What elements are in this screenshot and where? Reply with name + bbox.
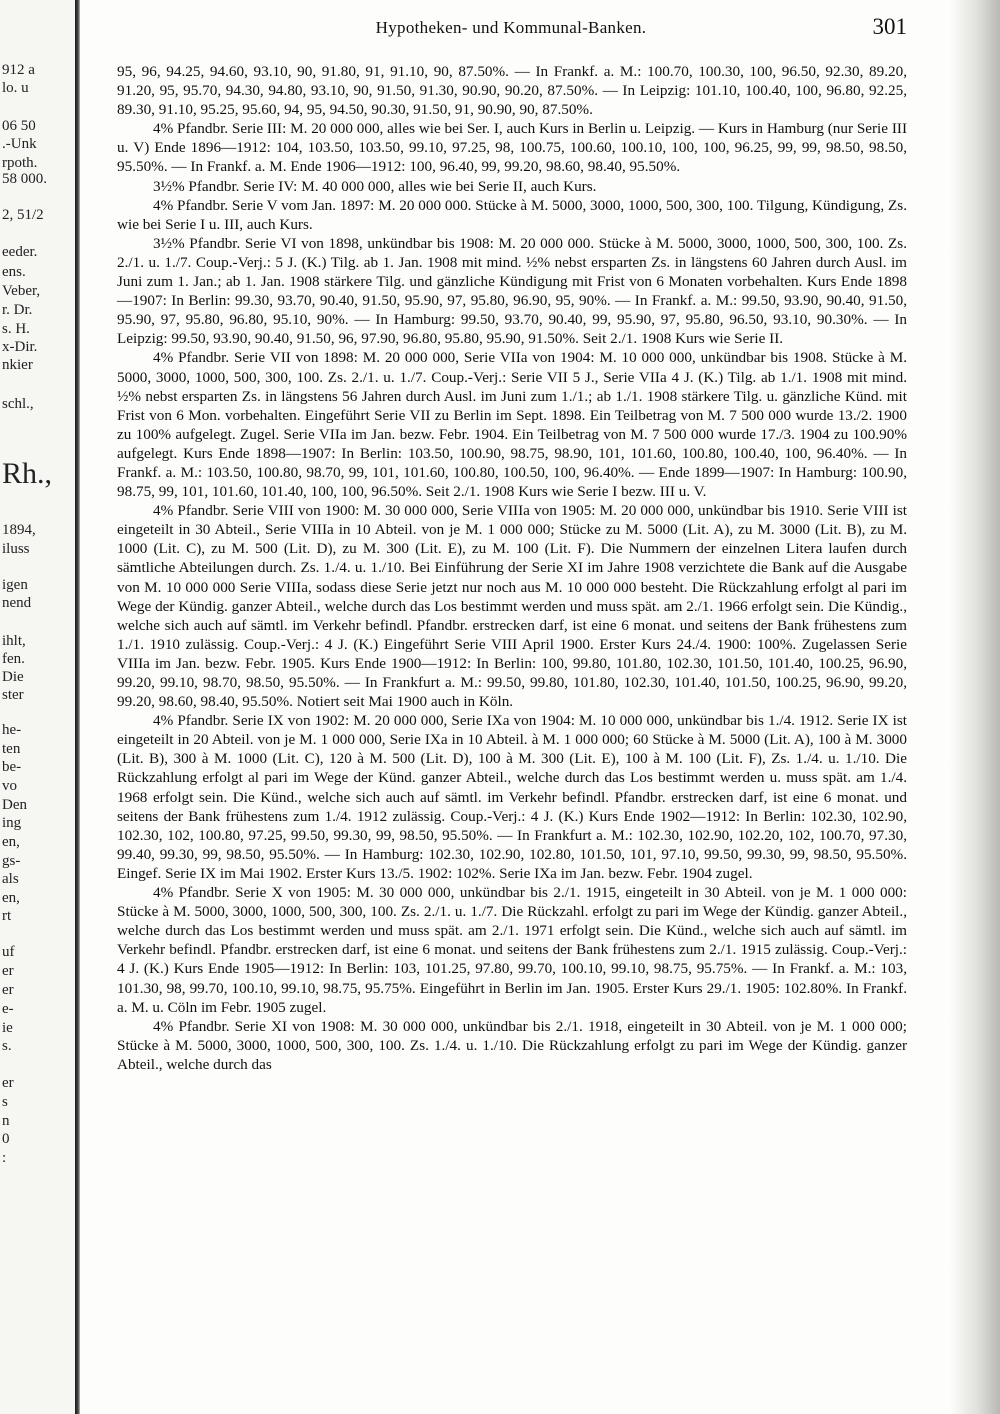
margin-fragment: 1894, [2,522,36,538]
paragraph-serie-xi: 4% Pfandbr. Serie XI von 1908: M. 30 000 000, unkündbar bis 2./1. 1918, eingeteilt in 30 Abteil. von je M. 1 000 000; Stücke à M. 5000, 3000, 1000, 500, 300, 100. Zs. 1./4. u. 1./10. Die Rückzahlung erfolgt zu pari im Wege der Kündig. ganzer Abteil., welche durch das [117,1017,907,1073]
margin-fragment: vo [2,778,17,794]
margin-fragment: s [2,1094,8,1110]
margin-fragment: en, [2,890,20,906]
paragraph-serie-iii: 4% Pfandbr. Serie III: M. 20 000 000, alles wie bei Ser. I, auch Kurs in Berlin u. Leipzig. — Kurs in Hamburg (nur Serie III u. V) Ende 1896—1912: 104, 103.50, 103.50, 99.10, 97.25, 98, 100.75, 100.60, 100.10, 100, 100, 96.25, 99, 99, 98.50, 98.50, 95.50%. — In Frankf. a. M. Ende 1906—1912: 100, 96.40, 99, 99.20, 98.60, 98.40, 95.50%. [117,120,907,176]
paragraph-serie-vi: 3½% Pfandbr. Serie VI von 1898, unkündbar bis 1908: M. 20 000 000. Stücke à M. 5000, 3000, 1000, 500, 300, 100. Zs. 2./1. u. 1./7. Coup.-Verj.: 5 J. (K.) Tilg. ab 1. Jan. 1908 mit mind. ½% nebst ersparten Zs. in längstens 60 Jahren durch Ausl. im Juni zum 1. Jan.; ab 1. Jan. 1908 stärkere Tilg. und gänzliche Kündigung mit Frist von 6 Monaten vorbehalten. Kurs Ende 1898—1907: In Berlin: 99.30, 93.70, 90.40, 91.50, 95.90, 97, 95.80, 96.90, 95, 90%. — In Frankf. a. M.: 99.50, 93.90, 90.40, 91.50, 95.90, 97, 95.80, 96.80, 95.10, 90%. — In Hamburg: 99.50, 93.70, 90.40, 99, 95.90, 97, 95.80, 96.50, 93.10, 90.30%. — In Leipzig: 99.50, 93.90, 90.40, 91.50, 96, 97.90, 96.80, 95.80, 95.90, 91.50%. Seit 2./1. 1908 Kurs wie Serie II. [117,234,907,348]
margin-fragment: gs- [2,853,21,869]
margin-fragment: e- [2,1001,14,1017]
margin-fragment: nkier [2,357,33,373]
margin-fragment: eeder. [2,244,38,260]
paragraph-serie-x: 4% Pfandbr. Serie X von 1905: M. 30 000 000, unkündbar bis 2./1. 1915, eingeteilt in 30 Abteil. von je M. 1 000 000: Stücke à M. 5000, 3000, 1000, 500, 300, 100. Zs. 2./1. u. 1./7. Die Rückzahl. erfolgt zu pari im Wege der Kündig. ganzer Abteil., welche durch das Los bestimmt werden und muss spät. am 2./1. 1971 erfolgt sein. Die Künd., welche sich auch auf sämtl. im Verkehr befindl. Pfandbr. erstrecken darf, ist eine 6 monat. und seitens der Bank frühestens zum 2./1. 1915 zulässig. Coup.-Verj.: 4 J. (K.) Kurs Ende 1905—1912: In Berlin: 103, 101.25, 97.80, 99.70, 100.10, 99.10, 98.75, 95.75%. — In Frankf. a. M.: 103, 101.30, 98, 99.70, 100.10, 99.10, 98.75, 95.75%. Eingeführt in Berlin im Jan. 1905. Erster Kurs 29./1. 1905: 102.80%. In Frankf. a. M. u. Cöln im Febr. 1905 zugel. [117,884,907,1016]
margin-fragment: : [2,1150,7,1166]
paragraph-serie-ix: 4% Pfandbr. Serie IX von 1902: M. 20 000 000, Serie IXa von 1904: M. 10 000 000, unkündbar bis 1./4. 1912. Serie IX ist eingeteilt in 20 Abteil. von je M. 1 000 000, Serie IXa in 10 Abteil. à M. 1 000 000; 60 Stücke à M. 5000 (Lit. A), 100 à M. 3000 (Lit. B), 300 à M. 1000 (Lit. C), 120 à M. 500 (Lit. D), 100 à M. 300 (Lit. E), 100 à M. 100 (Lit. F), Zs. 1./4. u. 1./10. Die Rückzahlung erfolgt al pari im Wege der Künd. ganzer Abteil., welche durch das Los bestimmt werden u. muss spät. am 1./4. 1968 erfolgt sein. Die Künd., welche sich auch auf sämtl. im Verkehr befindl. Pfandbr. erstrecken darf, ist eine 6 monat. und seitens der Bank frühestens zum 1./4. 1912 zulässig. Coup.-Verj.: 4 J. (K.) Kurs Ende 1902—1912: In Berlin: 102.30, 102.90, 102.30, 102, 100.80, 97.25, 99.50, 99.30, 99, 98.50, 95.50%. — In Frankfurt a. M.: 102.30, 102.90, 102.20, 102, 100.70, 97.30, 99.40, 99.30, 99, 98.50, 95.50%. — In Hamburg: 102.30, 102.90, 102.80, 101.50, 101, 97.10, 99.50, 99.30, 99, 98.50, 95.50%. Eingef. Serie IX im Mai 1902. Erster Kurs 13./5. 1902: 102%. Serie IXa im Jan. bezw. Febr. 1904 zugel. [117,712,907,882]
paragraph-kurs-serie-ii: 95, 96, 94.25, 94.60, 93.10, 90, 91.80, 91, 91.10, 90, 87.50%. — In Frankf. a. M.: 100.70, 100.30, 100, 96.50, 92.30, 89.20, 91.20, 95, 95.70, 94.30, 94.80, 93.10, 90, 91.50, 91.30, 90.90, 90.20, 87.50%. — In Leipzig: 101.10, 100.40, 100, 96.80, 92.25, 89.30, 91.10, 95.25, 95.60, 94, 95, 94.50, 90.30, 91.50, 91, 90.90, 90, 87.50%. [117,63,907,119]
margin-fragment: 2, 51/2 [2,207,44,223]
margin-fragment: x-Dir. [2,339,38,355]
margin-fragment: schl., [2,396,34,412]
paragraph-serie-iv: 3½% Pfandbr. Serie IV: M. 40 000 000, alles wie bei Serie II, auch Kurs. [153,177,597,195]
margin-fragment: Die [2,669,24,685]
margin-fragment: rt [2,908,12,924]
margin-fragment: rpoth. [2,155,38,171]
margin-fragment: he- [2,722,22,738]
running-head: Hypotheken- und Kommunal-Banken. [375,18,647,37]
page-edge-shadow [950,0,1000,1414]
margin-fragment: er [2,963,14,979]
page-header [115,14,907,44]
paragraph-serie-viii: 4% Pfandbr. Serie VIII von 1900: M. 30 000 000, Serie VIIIa von 1905: M. 20 000 000, unkündbar bis 1910. Serie VIII ist eingeteilt in 30 Abteil., Serie VIIIa in 10 Abteil. von je M. 1 000 000; Stücke zu M. 5000 (Lit. A), zu M. 3000 (Lit. B), zu M. 1000 (Lit. C), zu M. 500 (Lit. D), zu M. 300 (Lit. E), zu M. 100 (Lit. F). Die Nummern der einzelnen Litera laufen durch sämtliche Abteilungen durch. Zs. 1./4. u. 1./10. Bei Einführung der Serie XI im Jahre 1908 verzichtete die Bank auf die Ausgabe von M. 10 000 000 Serie VIIIa, sodass diese Serie jetzt nur noch aus M. 10 000 000 besteht. Die Rückzahlung erfolgt al pari im Wege der Kündig. ganzer Abteil., welche durch das Los bestimmt werden und muss spät. am 2./1. 1966 erfolgt sein. Die Kündig., welche sich auch auf sämtl. im Verkehr befindl. Pfandbr. erstrecken darf, ist eine 6 monat. und seitens der Bank frühestens zum 1./1. 1910 zulässig. Coup.-Verj.: 4 J. (K.) Eingeführt Serie VIII April 1900. Erster Kurs 24./4. 1900: 100%. Zugelassen Serie VIIIa im Jan. bezw. Febr. 1905. Kurs Ende 1900—1912: In Berlin: 100, 99.80, 101.80, 102.30, 101.50, 101.40, 100.25, 96.90, 99.20, 99.10, 98.70, 98.50, 95.50%. — In Frankfurt a. M.: 99.50, 99.80, 101.80, 102.30, 101.40, 101.50, 100.25, 96.90, 99.20, 99.20, 98.60, 98.40, 95.50%. Notiert seit Mai 1900 auch in Köln. [117,502,907,711]
margin-fragment: als [2,871,19,887]
paragraph-serie-vii: 4% Pfandbr. Serie VII von 1898: M. 20 000 000, Serie VIIa von 1904: M. 10 000 000, unkündbar bis 1908. Stücke à M. 5000, 3000, 1000, 500, 300, 100. Zs. 2./1. u. 1./7. Coup.-Verj.: Serie VII 5 J., Serie VIIa 4 J. (K.) Tilg. ab 1./1. 1908 mit mind. ½% nebst ersparten Zs. in längstens 56 Jahren durch Ausl. im Juni zum 1./1.; ab 1./1. 1908 stärkere Tilg. u. gänzliche Künd. mit Frist von 6 Mon. vorbehalten. Eingeführt Serie VII zu Berlin im Sept. 1898. Ein Teilbetrag von M. 7 500 000 wurde 13./2. 1900 zu 100% aufgelegt. Zugel. Serie VIIa im Jan. bezw. Febr. 1904. Ein Teilbetrag von M. 7 500 000 wurde 17./3. 1904 zu 100.90% aufgelegt. Kurs Ende 1898—1907: In Berlin: 103.50, 100.90, 98.75, 98.90, 101, 101.60, 100.80, 100.40, 100, 96.40%. — In Frankf. a. M.: 103.50, 100.80, 98.70, 99, 101, 101.60, 100.80, 100.50, 100, 96.40%. — Ende 1899—1907: In Hamburg: 100.90, 98.75, 99, 101, 101.60, 101.40, 100, 100, 96.50%. Seit 2./1. 1908 Kurs wie Serie I bezw. III u. V. [117,349,907,501]
margin-fragment: 0 [2,1131,10,1147]
margin-fragment: Den [2,797,27,813]
margin-fragment: igen [2,577,28,593]
margin-fragment: n [2,1113,10,1129]
margin-fragment: r. Dr. [2,302,33,318]
margin-fragment: iluss [2,541,30,557]
paragraph-serie-v: 4% Pfandbr. Serie V vom Jan. 1897: M. 20 000 000. Stücke à M. 5000, 3000, 1000, 500, 300, 100. Tilgung, Kündigung, Zs. wie bei Serie I u. III, auch Kurs. [117,196,907,233]
margin-fragment: 912 a [2,62,35,78]
page-number: 301 [872,14,907,39]
margin-fragment: 06 50 [2,118,36,134]
margin-fragment: be- [2,759,22,775]
margin-fragment: .-Unk [2,136,37,152]
margin-fragment: er [2,982,14,998]
margin-fragment: uf [2,944,15,960]
margin-fragment: ster [2,687,24,703]
margin-fragment: ie [2,1020,13,1036]
margin-fragment: s. H. [2,321,30,337]
margin-fragment: Rh., [2,457,53,490]
margin-fragment: fen. [2,651,25,667]
body-text [117,62,907,1074]
margin-fragment: er [2,1075,14,1091]
margin-fragment: s. [2,1038,12,1054]
binding-edge [75,0,80,1414]
margin-fragment: lo. u [2,80,29,96]
margin-fragment: ing [2,815,22,831]
margin-fragment: 58 000. [2,171,47,187]
margin-fragment: Veber, [2,283,41,299]
margin-fragment: ihlt, [2,633,26,649]
previous-page-margin [0,0,75,1414]
margin-fragment: ten [2,741,21,757]
margin-fragment: ens. [2,264,26,280]
margin-fragment: en, [2,834,20,850]
margin-fragment: nend [2,595,32,611]
